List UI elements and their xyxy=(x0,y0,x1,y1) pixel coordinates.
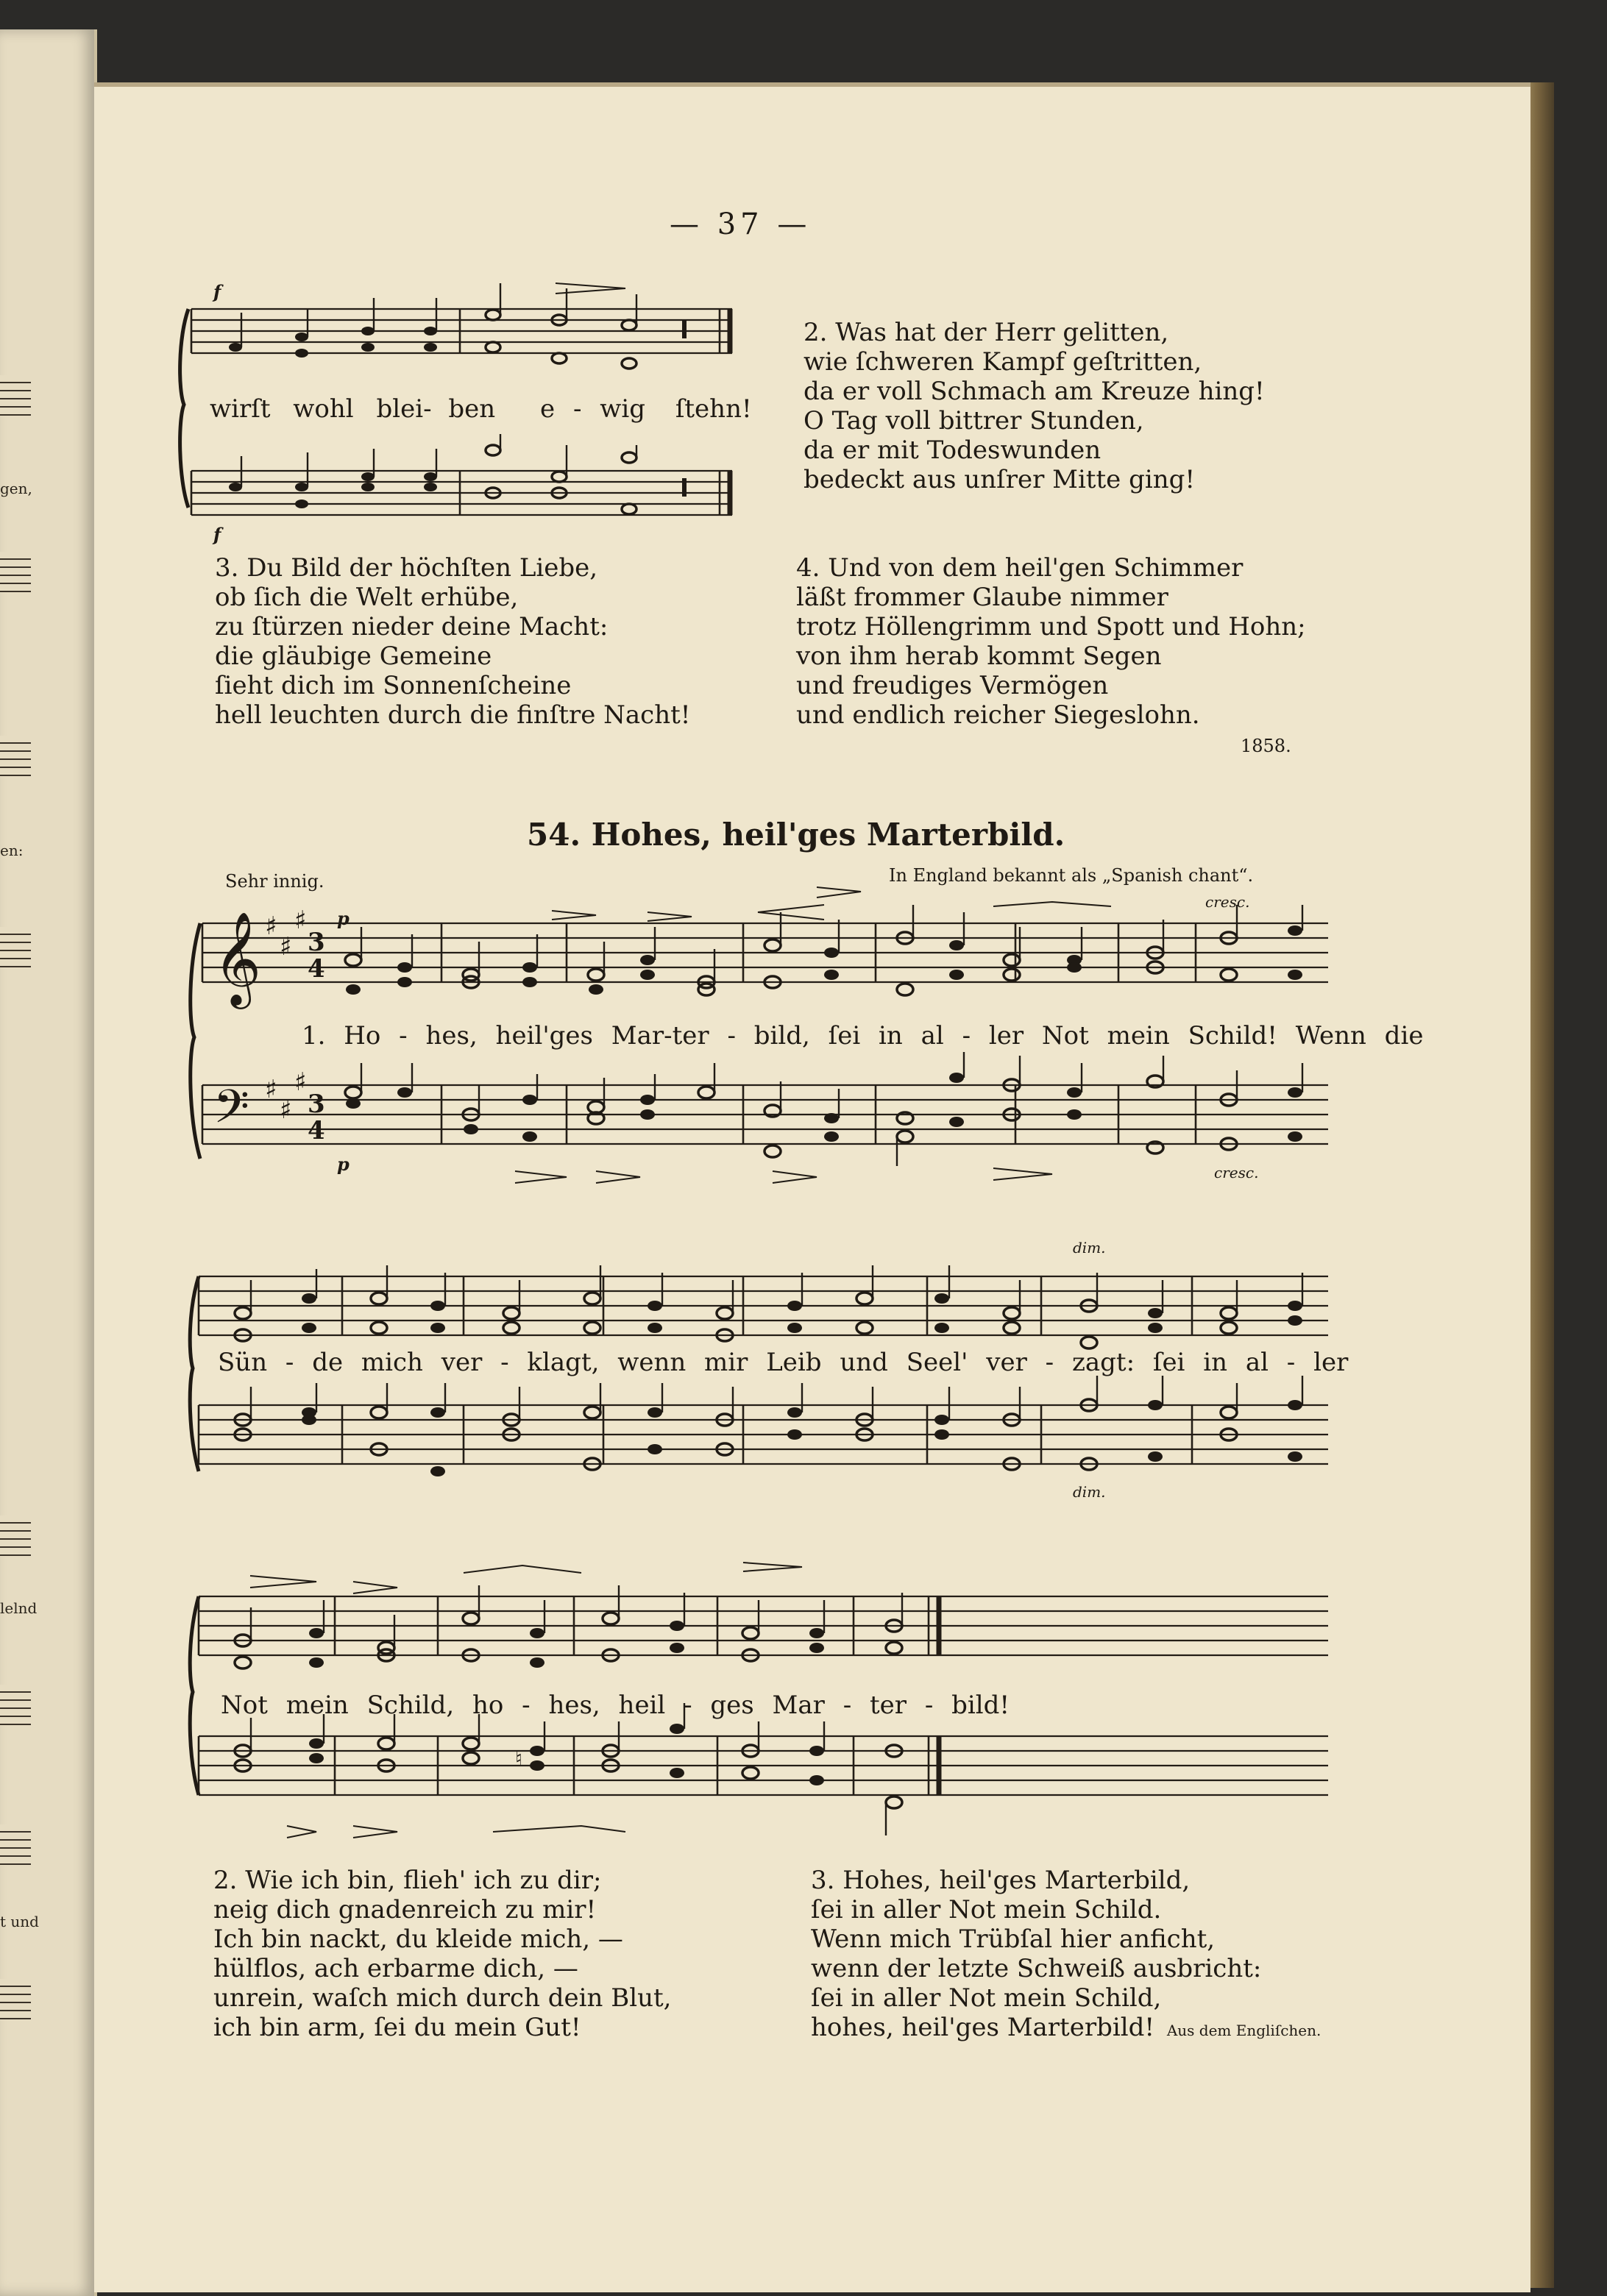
verse-line: unrein, waſch mich durch dein Blut, xyxy=(213,1983,672,2013)
verse-line: wenn der letzte Schweiß ausbricht: xyxy=(811,1954,1262,1983)
hymn54-verse-3 xyxy=(811,1866,1321,2045)
lyric-syllable: ben xyxy=(448,394,496,424)
hymn53-verse-4 xyxy=(796,553,1306,730)
verse-line: da er voll Schmach am Kreuze hing! xyxy=(804,377,1265,406)
dynamic-diminuendo: dim. xyxy=(1073,1483,1106,1501)
verse-line: läßt frommer Glaube nimmer xyxy=(796,583,1168,612)
verse-line: bedeckt aus unſrer Mitte ging! xyxy=(804,465,1196,494)
verse-line: wie ſchweren Kampf geſtritten, xyxy=(804,347,1202,377)
bass-staff xyxy=(191,471,732,515)
verse-line: die gläubige Gemeine xyxy=(215,641,492,671)
hymn54-title: 54. Hohes, heil'ges Marterbild. xyxy=(527,817,1065,853)
svg-text:4: 4 xyxy=(308,1116,325,1145)
verse-line: ich bin arm, ſei du mein Gut! xyxy=(213,2013,581,2042)
hymn54-system1-lyrics: 1. Ho - hes, heil'ges Mar-ter - bild, ſei in al - ler Not mein Schild! Wenn die xyxy=(302,1021,1424,1051)
verse-line: neig dich gnadenreich zu mir! xyxy=(213,1895,597,1924)
facing-staff-fragment xyxy=(0,552,31,593)
verse-line: hülflos, ach erbarme dich, — xyxy=(213,1954,578,1983)
dynamic-diminuendo: dim. xyxy=(1073,1239,1106,1257)
tempo-marking: Sehr innig. xyxy=(225,871,324,892)
bass-staff xyxy=(199,1736,1328,1795)
hymn54-system3-lyrics: Not mein Schild, ho - hes, heil - ges Mar - ter - bild! xyxy=(221,1691,1010,1720)
verse-line: O Tag voll bittrer Stunden, xyxy=(804,406,1144,436)
verse-line: von ihm herab kommt Segen xyxy=(796,641,1162,671)
hymn53-lyric-line xyxy=(210,394,752,424)
svg-text:3: 3 xyxy=(308,1090,325,1119)
verse-line: ob ſich die Welt erhübe, xyxy=(215,583,519,612)
facing-staff-fragment xyxy=(0,1685,31,1726)
svg-text:3: 3 xyxy=(308,928,325,957)
verse-line: 3. Hohes, heil'ges Marterbild, xyxy=(811,1866,1191,1895)
verse-line: und endlich reicher Siegeslohn. xyxy=(796,700,1200,730)
page-number: — 37 — xyxy=(670,207,812,241)
treble-clef-icon: 𝄞 xyxy=(213,911,262,1005)
lyric-syllable: blei- xyxy=(376,394,432,424)
verse-line xyxy=(811,2013,1321,2045)
verse-line: und freudiges Vermögen xyxy=(796,671,1109,700)
natural-sign-icon: ♮ xyxy=(515,1746,523,1771)
hymn53-verse-3 xyxy=(215,553,690,730)
dynamic-crescendo: cresc. xyxy=(1214,1164,1259,1181)
treble-staff xyxy=(199,1596,1328,1655)
verse-line: 3. Du Bild der höchſten Liebe, xyxy=(215,553,598,583)
facing-staff-fragment xyxy=(0,736,31,777)
verse-line: zu ſtürzen nieder deine Macht: xyxy=(215,612,609,641)
hymn53-year: 1858. xyxy=(1241,736,1291,756)
lyric-syllable: - xyxy=(572,394,582,424)
dynamic-piano: p xyxy=(337,1154,350,1175)
bass-clef-icon: 𝄢 xyxy=(213,1079,249,1145)
facing-staff-fragment xyxy=(0,1824,31,1866)
dynamic-forte: f xyxy=(213,281,221,302)
hymn54-attribution: Aus dem Engliſchen. xyxy=(1166,2022,1322,2039)
treble-staff xyxy=(191,309,732,353)
hymn54-system2-lyrics: Sün - de mich ver - klagt, wenn mir Leib und Seel' ver - zagt: ſei in al - ler xyxy=(218,1348,1349,1377)
verse-line: ſei in aller Not mein Schild, xyxy=(811,1983,1162,2013)
facing-text-fragment: gen, xyxy=(0,480,32,497)
verse-line: trotz Höllengrimm und Spott und Hohn; xyxy=(796,612,1306,641)
facing-text-fragment: t und xyxy=(0,1913,39,1930)
verse-line: ſieht dich im Sonnenſcheine xyxy=(215,671,572,700)
verse-line: Ich bin nackt, du kleide mich, — xyxy=(213,1924,623,1954)
dynamic-crescendo: cresc. xyxy=(1205,893,1250,911)
facing-staff-fragment xyxy=(0,375,31,416)
svg-text:♯: ♯ xyxy=(265,911,277,941)
lyric-syllable: wig xyxy=(600,394,645,424)
verse-text: hohes, heil'ges Marterbild! xyxy=(811,2013,1155,2042)
hymn53-verse-2 xyxy=(804,318,1265,494)
svg-text:♯: ♯ xyxy=(280,1095,292,1125)
svg-text:♯: ♯ xyxy=(294,1067,307,1097)
verse-line: 2. Was hat der Herr gelitten, xyxy=(804,318,1169,347)
svg-text:♯: ♯ xyxy=(265,1075,277,1104)
verse-line: 2. Wie ich bin, flieh' ich zu dir; xyxy=(213,1866,602,1895)
svg-text:4: 4 xyxy=(308,954,325,984)
lyric-syllable: e xyxy=(540,394,556,424)
source-note: In England bekannt als „Spanish chant“. xyxy=(889,865,1254,886)
dynamic-forte: f xyxy=(213,524,221,545)
hymn54-verse-2 xyxy=(213,1866,671,2042)
lyric-syllable: wohl xyxy=(293,394,354,424)
lyric-syllable: ſtehn! xyxy=(675,394,752,424)
facing-text-fragment: lelnd xyxy=(0,1599,38,1617)
svg-text:♯: ♯ xyxy=(294,906,307,935)
verse-line: hell leuchten durch die finſtre Nacht! xyxy=(215,700,691,730)
verse-line: ſei in aller Not mein Schild. xyxy=(811,1895,1162,1924)
facing-staff-fragment xyxy=(0,1979,31,2020)
dynamic-piano: p xyxy=(337,908,350,929)
facing-staff-fragment xyxy=(0,927,31,968)
facing-page-edge xyxy=(0,29,97,2296)
facing-text-fragment: en: xyxy=(0,842,24,859)
verse-line: 4. Und von dem heil'gen Schimmer xyxy=(796,553,1244,583)
verse-line: Wenn mich Trübſal hier anficht, xyxy=(811,1924,1216,1954)
facing-staff-fragment xyxy=(0,1515,31,1557)
lyric-syllable: wirſt xyxy=(210,394,271,424)
svg-text:♯: ♯ xyxy=(280,932,292,962)
verse-line: da er mit Todeswunden xyxy=(804,436,1102,465)
